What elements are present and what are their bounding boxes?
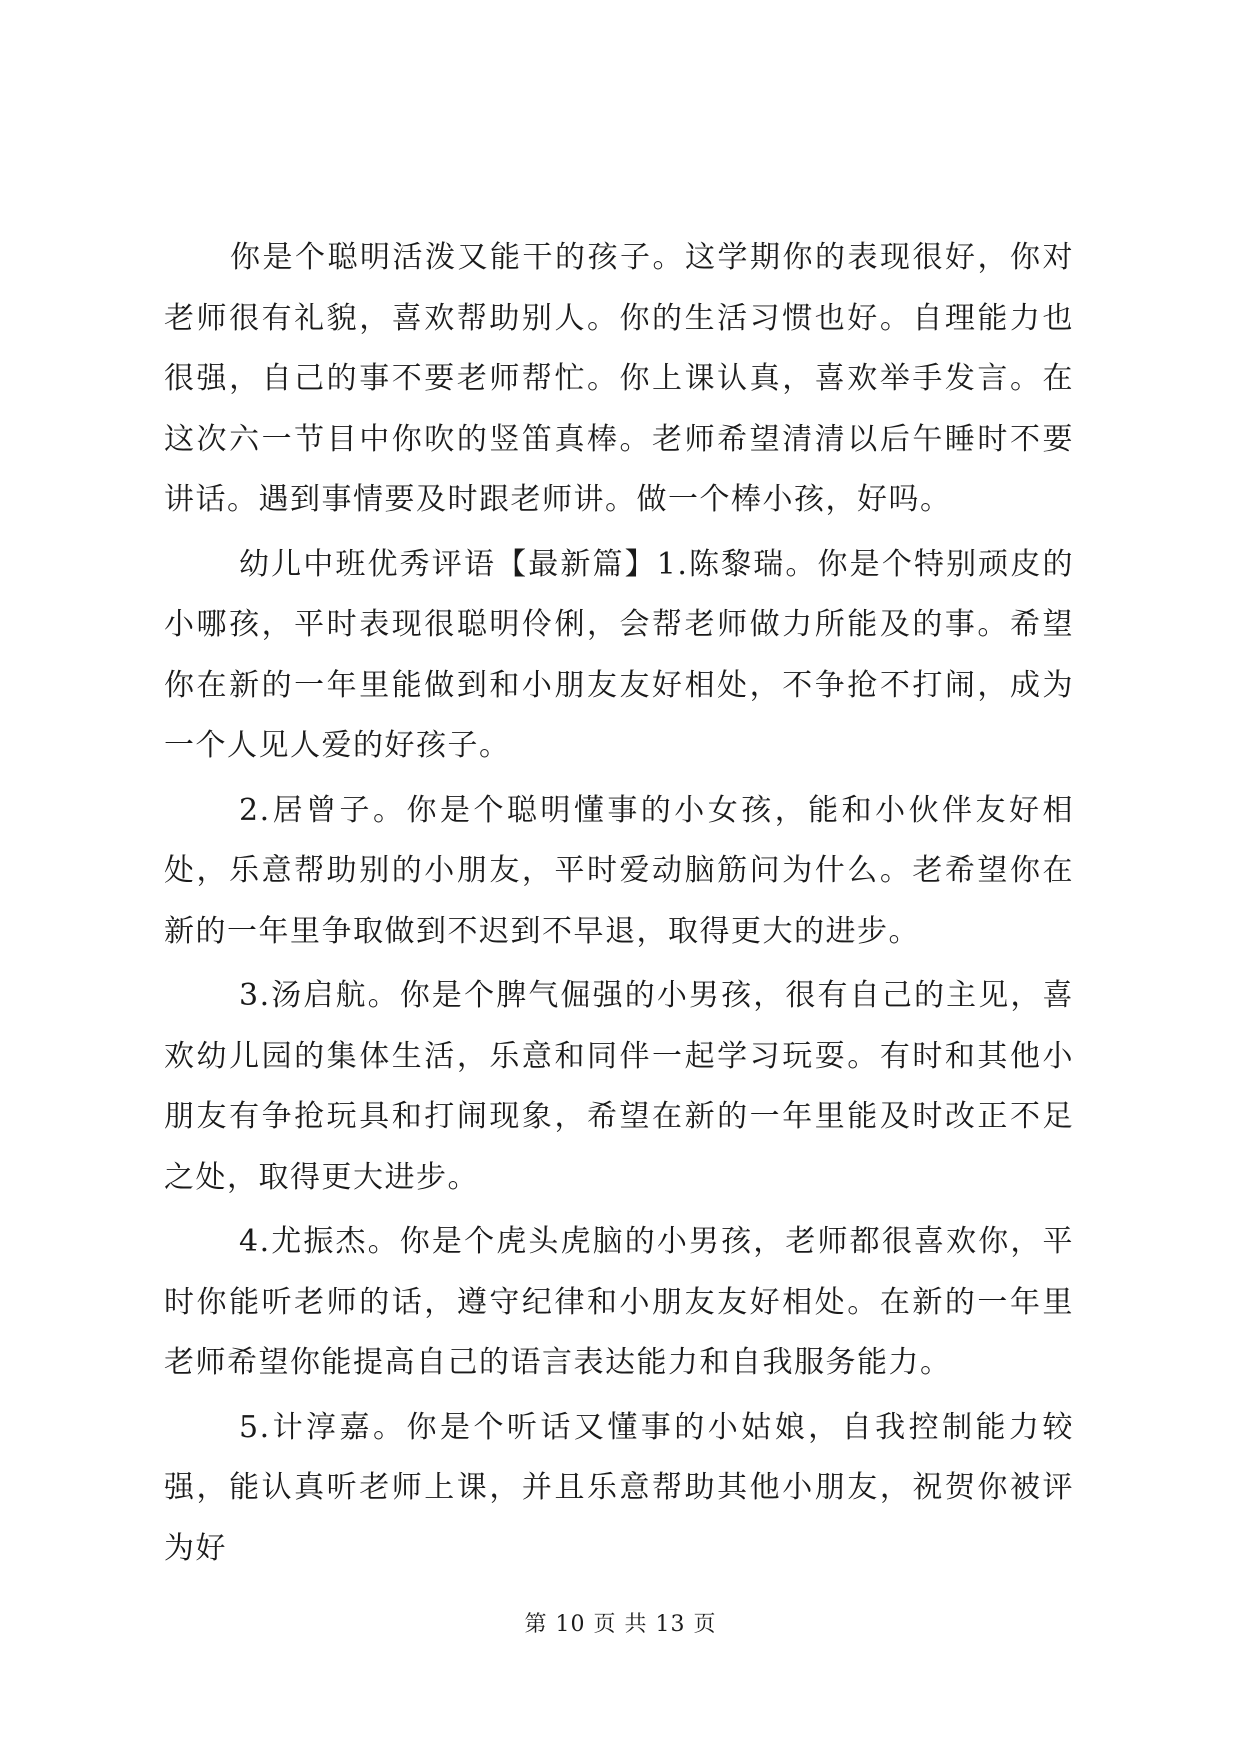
document-body — [164, 228, 1074, 1583]
paragraph: 5.计淳嘉。你是个听话又懂事的小姑娘，自我控制能力较强，能认真听老师上课，并且乐意帮助其他小朋友，祝贺你被评为好 — [164, 1409, 1074, 1566]
paragraph: 你是个聪明活泼又能干的孩子。这学期你的表现很好，你对老师很有礼貌，喜欢帮助别人。你的生活习惯也好。自理能力也很强，自己的事不要老师帮忙。你上课认真，喜欢举手发言。在这次六一节目中你吹的竖笛真棒。老师希望清清以后午睡时不要讲话。遇到事情要及时跟老师讲。做一个棒小孩，好吗。 — [164, 240, 1074, 517]
paragraph: 3.汤启航。你是个脾气倔强的小男孩，很有自己的主见，喜欢幼儿园的集体生活，乐意和同伴一起学习玩耍。有时和其他小朋友有争抢玩具和打闹现象，希望在新的一年里能及时改正不足之处，取得更大进步。 — [164, 978, 1074, 1195]
paragraph: 幼儿中班优秀评语【最新篇】1.陈黎瑞。你是个特别顽皮的小哪孩，平时表现很聪明伶俐，会帮老师做力所能及的事。希望你在新的一年里能做到和小朋友友好相处，不争抢不打闹，成为一个人见人爱的好孩子。 — [164, 546, 1074, 763]
paragraph: 4.尤振杰。你是个虎头虎脑的小男孩，老师都很喜欢你，平时你能听老师的话，遵守纪律和小朋友友好相处。在新的一年里老师希望你能提高自己的语言表达能力和自我服务能力。 — [164, 1224, 1074, 1380]
paragraph: 2.居曾子。你是个聪明懂事的小女孩，能和小伙伴友好相处，乐意帮助别的小朋友，平时爱动脑筋问为什么。老希望你在新的一年里争取做到不迟到不早退，取得更大的进步。 — [164, 792, 1074, 949]
page-number-footer: 第 10 页 共 13 页 — [524, 1612, 717, 1637]
